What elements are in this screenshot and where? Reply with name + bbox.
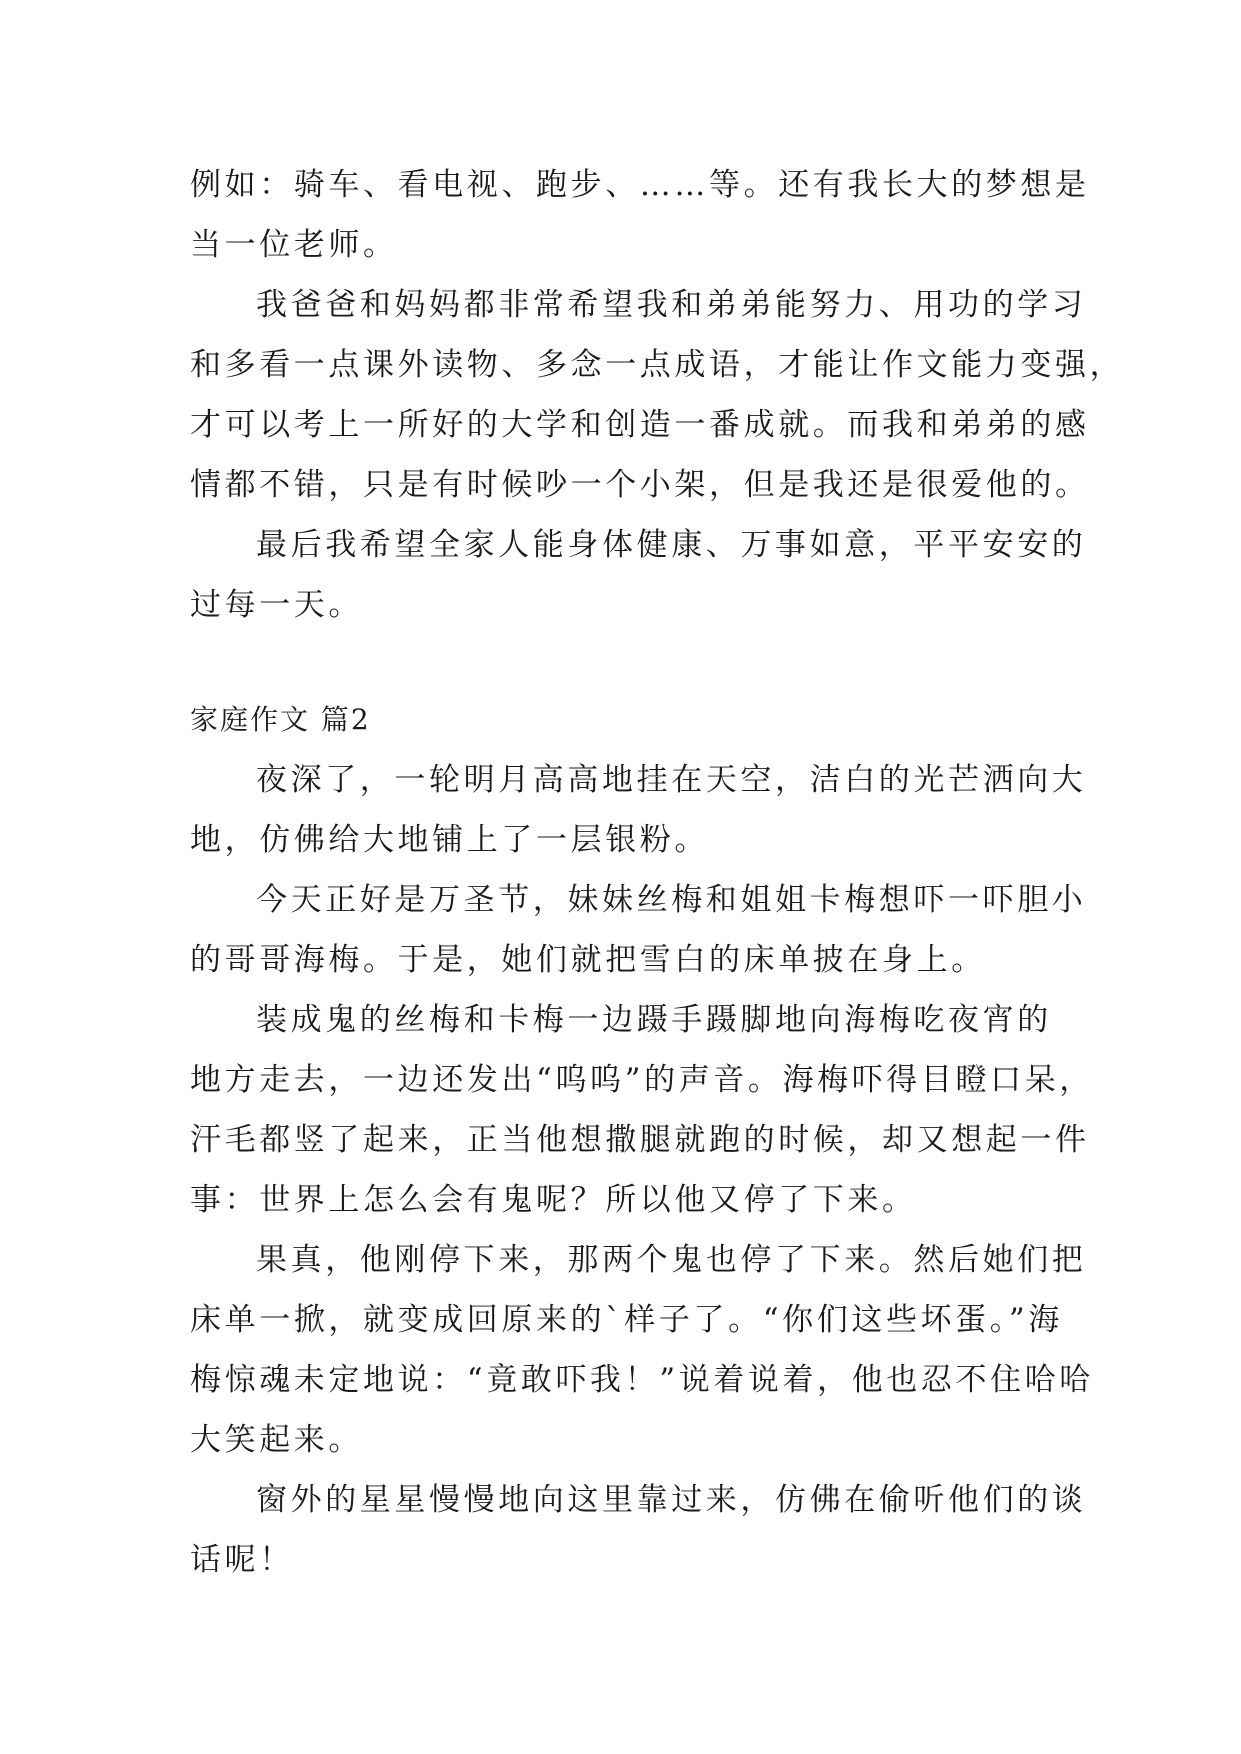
text-line: 汗毛都竖了起来，正当他想撒腿就跑的时候，却又想起一件 — [190, 1122, 1090, 1158]
text-line: 事：世界上怎么会有鬼呢？所以他又停了下来。 — [190, 1182, 917, 1218]
text-line: 和多看一点课外读物、多念一点成语，才能让作文能力变强， — [190, 347, 1125, 383]
text-line: 情都不错，只是有时候吵一个小架，但是我还是很爱他的。 — [190, 467, 1090, 503]
paragraph-first-line: 窗外的星星慢慢地向这里靠过来，仿佛在偷听他们的谈 — [256, 1482, 1087, 1518]
text-line: 才可以考上一所好的大学和创造一番成就。而我和弟弟的感 — [190, 407, 1090, 443]
text-line: 当一位老师。 — [190, 227, 398, 263]
text-line: 过每一天。 — [190, 587, 363, 623]
text-line: 地，仿佛给大地铺上了一层银粉。 — [190, 822, 709, 858]
text-line: 的哥哥海梅。于是，她们就把雪白的床单披在身上。 — [190, 942, 986, 978]
text-line: 大笑起来。 — [190, 1422, 363, 1458]
text-line: 地方走去，一边还发出“呜呜”的声音。海梅吓得目瞪口呆， — [190, 1062, 1094, 1098]
paragraph-first-line: 最后我希望全家人能身体健康、万事如意，平平安安的 — [256, 527, 1087, 563]
paragraph-first-line: 装成鬼的丝梅和卡梅一边蹑手蹑脚地向海梅吃夜宵的 — [256, 1002, 1052, 1038]
text-line: 床单一掀，就变成回原来的`样子了。“你们这些坏蛋。”海 — [190, 1302, 1063, 1338]
section-heading: 家庭作文 篇2 — [190, 703, 371, 736]
paragraph-first-line: 今天正好是万圣节，妹妹丝梅和姐姐卡梅想吓一吓胆小 — [256, 882, 1087, 918]
paragraph-first-line: 果真，他刚停下来，那两个鬼也停了下来。然后她们把 — [256, 1242, 1087, 1278]
paragraph-first-line: 夜深了，一轮明月高高地挂在天空，洁白的光芒洒向大 — [256, 762, 1087, 798]
text-line: 话呢！ — [190, 1542, 294, 1578]
text-line: 例如：骑车、看电视、跑步、……等。还有我长大的梦想是 — [190, 167, 1090, 203]
text-line: 梅惊魂未定地说：“竟敢吓我！”说着说着，他也忍不住哈哈 — [190, 1362, 1094, 1398]
paragraph-first-line: 我爸爸和妈妈都非常希望我和弟弟能努力、用功的学习 — [256, 287, 1087, 323]
